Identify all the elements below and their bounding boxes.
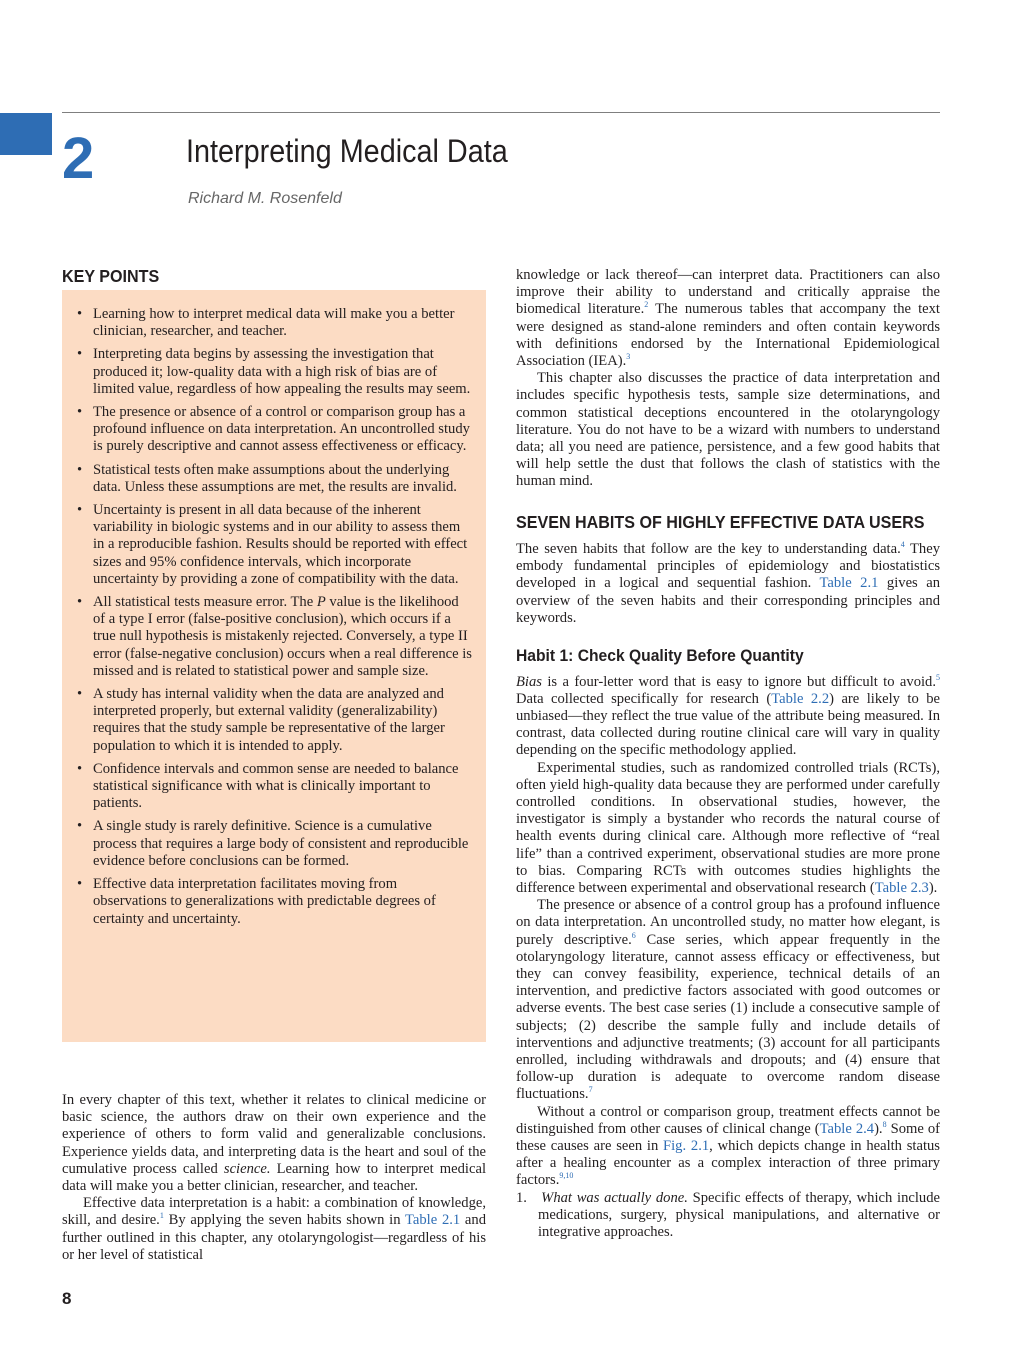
- reference-marker[interactable]: 5: [936, 672, 940, 682]
- key-point-item: • All statistical tests measure error. The P value is the likelihood of a type I error (false-positive conclusion), which occurs if a true null hypothesis is mistakenly rejected. Conversely, a type II error (false-negative conclusion) occurs when a real difference is missed and is related to statistical power and sample size.: [93, 594, 472, 680]
- header-rule: [62, 112, 940, 113]
- key-point-item: • Uncertainty is present in all data because of the inherent variability in biologic systems and in our ability to assess them in a reproducible fashion. Results should be reported with effect sizes and 95% confidence intervals, which incorporate uncertainty by providing a zone of compatibility with the data.: [93, 502, 472, 588]
- numbered-list-item: 1. What was actually done. Specific effects of therapy, which include medications, surgery, physical manipulations, and alternative or integrative approaches.: [516, 1189, 940, 1241]
- section-heading: SEVEN HABITS OF HIGHLY EFFECTIVE DATA USERS: [516, 511, 925, 532]
- table-2-4-link[interactable]: Table 2.4: [819, 1120, 875, 1137]
- table-2-3-link[interactable]: Table 2.3: [874, 880, 929, 897]
- right-body-text: [516, 267, 940, 1241]
- key-point-item: • Statistical tests often make assumptions about the underlying data. Unless these assumptions are met, the results are invalid.: [93, 462, 472, 496]
- treatment-effects-paragraph: Without a control or comparison group, treatment effects cannot be distinguished from other causes of clinical change (Table 2.4).$^8$ Some of these causes are seen in Fig. 2.1, which depicts change in health status after a healing encounter as a complex interaction of three primary factors.$^{9,10}$: [516, 1103, 940, 1189]
- reference-marker[interactable]: 6: [631, 930, 636, 940]
- key-points-box: [62, 290, 486, 1042]
- reference-marker[interactable]: 9,10: [559, 1171, 574, 1181]
- bias-paragraph: Bias is a four-letter word that is easy to ignore but difficult to avoid.$^5$ Data collected specifically for research (Table 2.2) are likely to be unbiased—they reflect the true value of the attribute being measured. In contrast, data collected during routine clinical care will vary in quality depending on the specific methodology applied.: [516, 672, 940, 759]
- key-points-heading: KEY POINTS: [62, 266, 160, 286]
- reference-marker[interactable]: 2: [644, 300, 649, 310]
- reference-marker[interactable]: 7: [588, 1085, 593, 1095]
- key-point-item: • Confidence intervals and common sense are needed to balance statistical significance with what is clinically important to patients.: [93, 761, 472, 813]
- key-point-item: • The presence or absence of a control or comparison group has a profound influence on data interpretation. An uncontrolled study is purely descriptive and cannot assess effectiveness or efficacy.: [93, 404, 472, 456]
- key-point-item: • Learning how to interpret medical data will make you a better clinician, researcher, and teacher.: [93, 306, 472, 340]
- key-point-item: • Effective data interpretation facilitates moving from observations to generalizations with predictable degrees of certainty and uncertainty.: [93, 876, 472, 928]
- reference-marker[interactable]: 1: [159, 1211, 164, 1221]
- table-2-1-link[interactable]: Table 2.1: [819, 575, 879, 592]
- habit-1-heading: Habit 1: Check Quality Before Quantity: [516, 645, 804, 665]
- key-point-item: • A single study is rarely definitive. Science is a cumulative process that requires a large body of consistent and reproducible evidence before conclusions can be formed.: [93, 818, 472, 870]
- control-group-paragraph: The presence or absence of a control group has a profound influence on data interpretation. An uncontrolled study, no matter how elegant, is purely descriptive.$^6$ Case series, which appear frequently in the otolaryngology literature, cannot assess efficacy or effectiveness, but they can convey feasibility, experience, technical details of an intervention, and predictive factors associated with good outcomes or adverse events. The best case series (1) include a consecutive sample of subjects; (2) describe the sample fully and include details of interventions and adjunctive treatments; (3) account for all participants enrolled, including withdrawals and dropouts; and (4) ensure that follow-up duration is adequate to overcome random disease fluctuations.$^7$: [516, 897, 940, 1103]
- intro-paragraph: In every chapter of this text, whether it relates to clinical medicine or basic science, the authors draw on their own experience and the experience of others to form valid and generalizable conclusions. Experience yields data, and interpreting data is the heart and soul of the cumulative process called science. Learning how to interpret medical data will make you a better clinician, researcher, and teacher.: [62, 1092, 486, 1195]
- key-point-item: • A study has internal validity when the data are analyzed and interpreted properly, but external validity (generalizability) requires that the study sample be representative of the larger population to which it is intended to apply.: [93, 686, 472, 755]
- reference-marker[interactable]: 3: [626, 352, 631, 362]
- continued-paragraph: knowledge or lack thereof—can interpret data. Practitioners can also improve their ability to understand and critically appraise the biomedical literature.$^2$ The numerous tables that accompany the text were designed as stand-alone reminders and often contain keywords with definitions endorsed by the International Epidemiological Association (IEA).$^3$: [516, 267, 940, 370]
- key-point-item: • Interpreting data begins by assessing the investigation that produced it; low-quality data with a high risk of bias are of limited value, regardless of how appealing the results may seem.: [93, 346, 472, 398]
- chapter-color-tab: [0, 113, 52, 155]
- habit-paragraph: Effective data interpretation is a habit: a combination of knowledge, skill, and desire.$^1$ By applying the seven habits shown in Table 2.1 and further outlined in this chapter, any otolaryngologist—regardless of his or her level of statistical: [62, 1195, 486, 1263]
- table-2-2-link[interactable]: Table 2.2: [771, 690, 830, 707]
- chapter-number: 2: [62, 126, 94, 191]
- key-points-list: [62, 290, 486, 928]
- reference-marker[interactable]: 8: [882, 1119, 887, 1129]
- reference-marker[interactable]: 4: [900, 539, 905, 549]
- page-number: 8: [62, 1289, 72, 1308]
- fig-2-1-link[interactable]: Fig. 2.1: [663, 1138, 710, 1155]
- chapter-title: Interpreting Medical Data: [186, 133, 508, 169]
- chapter-overview-paragraph: This chapter also discusses the practice of data interpretation and includes specific hypothesis tests, sample size determinations, and common statistical deceptions encountered in the otolaryngology literature. You do not have to be a wizard with numbers to understand data; all you need are patience, persistence, and a few good habits that will help settle the dust that follows the clash of statistics with the human mind.: [516, 370, 940, 490]
- experimental-studies-paragraph: Experimental studies, such as randomized controlled trials (RCTs), often yield high-quality data because they are performed under carefully controlled conditions. In observational studies, however, the investigator is simply a bystander who records the natural course of health events during clinical care. Although more reflective of “real life” than a contrived experiment, observational studies are more prone to bias. Comparing RCTs with outcomes studies highlights the difference between experimental and observational research (Table 2.3).: [516, 759, 940, 897]
- seven-habits-paragraph: The seven habits that follow are the key to understanding data.$^4$ They embody fundamental principles of epidemiology and biostatistics developed in a logical and sequential fashion. Table 2.1 gives an overview of the seven habits and their corresponding principles and keywords.: [516, 539, 940, 626]
- left-body-text: [62, 1092, 486, 1264]
- table-2-1-link[interactable]: Table 2.1: [405, 1212, 461, 1229]
- chapter-author: Richard M. Rosenfeld: [188, 190, 342, 207]
